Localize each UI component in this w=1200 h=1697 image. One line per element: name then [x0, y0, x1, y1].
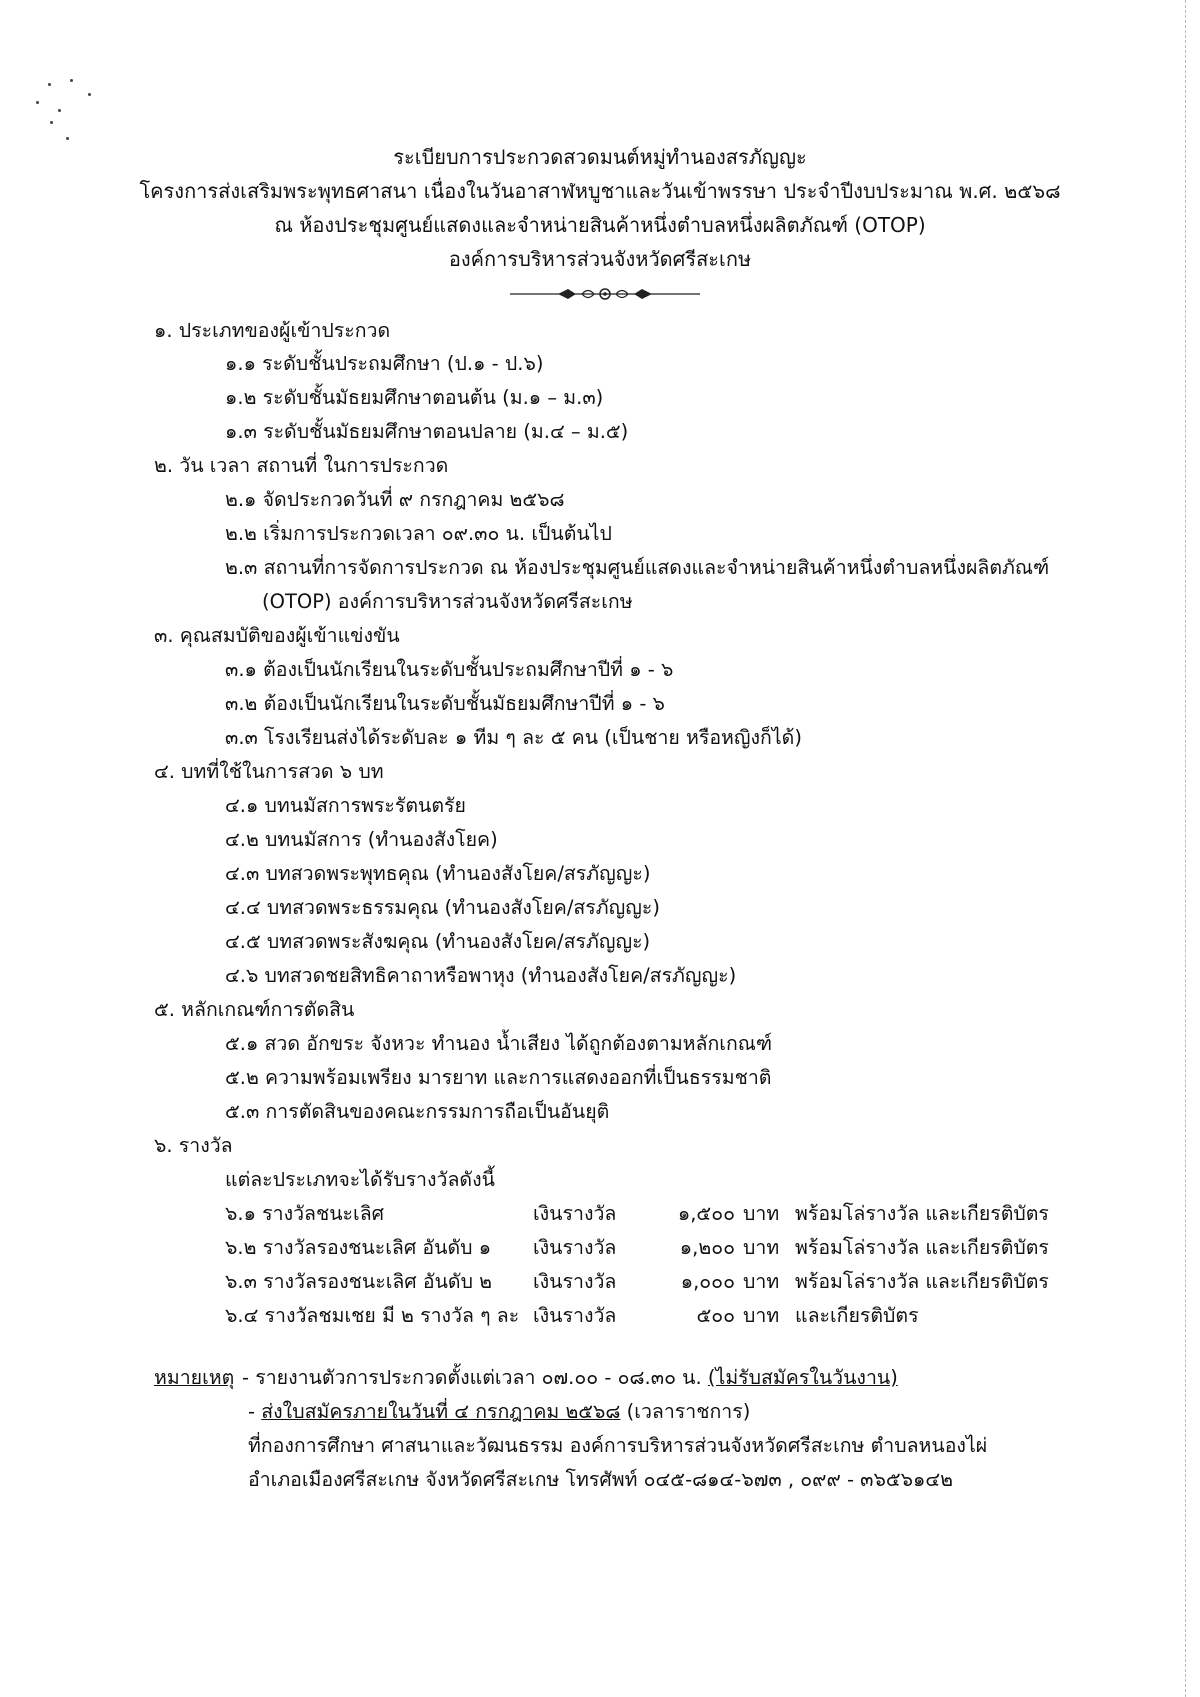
note-line-2-text: (เวลาราชการ): [620, 1400, 751, 1423]
section-1-item-1: ๑.๑ ระดับชั้นประถมศึกษา (ป.๑ - ป.๖): [225, 352, 544, 375]
section-2-item-3: ๒.๓ สถานที่การจัดการประกวด ณ ห้องประชุมศูนย์แสดงและจำหน่ายสินค้าหนึ่งตำบลหนึ่งผลิตภัณฑ์: [225, 556, 1050, 579]
section-3-item-3: ๓.๓ โรงเรียนส่งได้ระดับละ ๑ ทีม ๆ ละ ๕ คน (เป็นชาย หรือหญิงก็ได้): [225, 726, 802, 749]
section-2-item-1: ๒.๑ จัดประกวดวันที่ ๙ กรกฎาคม ๒๕๖๘: [225, 488, 565, 511]
prize-amount: ๑,๐๐๐: [680, 1270, 735, 1293]
section-4-item-5: ๔.๕ บทสวดพระสังฆคุณ (ทำนองสังโยค/สรภัญญะ): [225, 930, 651, 953]
note-line-2-underlined: ส่งใบสมัครภายในวันที่ ๔ กรกฎาคม ๒๕๖๘: [261, 1400, 621, 1423]
prize-unit: บาท: [743, 1202, 780, 1225]
note-label: หมายเหตุ: [154, 1366, 235, 1389]
prize-unit: บาท: [743, 1270, 780, 1293]
prize-label: ๖.๓ รางวัลรองชนะเลิศ อันดับ ๒: [225, 1270, 493, 1293]
prize-label: ๖.๔ รางวัลชมเชย มี ๒ รางวัล ๆ ละ: [225, 1304, 520, 1327]
note-line-2-dash: -: [248, 1400, 262, 1423]
prize-extra: และเกียรติบัตร: [795, 1304, 919, 1327]
section-2-heading: ๒. วัน เวลา สถานที่ ในการประกวด: [154, 454, 449, 477]
prize-amount: ๕๐๐: [696, 1304, 735, 1327]
section-5-item-3: ๕.๓ การตัดสินของคณะกรรมการถือเป็นอันยุติ: [225, 1100, 610, 1123]
ornament-divider-icon: [510, 286, 700, 302]
note-line-1-text: - รายงานตัวการประกวดตั้งแต่เวลา ๐๗.๐๐ - ๐๘.๓๐ น.: [242, 1366, 708, 1389]
prize-extra: พร้อมโล่รางวัล และเกียรติบัตร: [795, 1202, 1049, 1225]
section-3-heading: ๓. คุณสมบัติของผู้เข้าแข่งขัน: [154, 624, 400, 647]
section-3-item-2: ๓.๒ ต้องเป็นนักเรียนในระดับชั้นมัธยมศึกษาปีที่ ๑ - ๖: [225, 692, 665, 715]
prize-money-label: เงินรางวัล: [533, 1270, 617, 1293]
section-6-heading: ๖. รางวัล: [154, 1134, 233, 1157]
title-line-2: โครงการส่งเสริมพระพุทธศาสนา เนื่องในวันอาสาฬหบูชาและวันเข้าพรรษา ประจำปีงบประมาณ พ.ศ. ๒๕๖๘: [139, 179, 1061, 203]
note-line-4: อำเภอเมืองศรีสะเกษ จังหวัดศรีสะเกษ โทรศัพท์ ๐๔๕-๘๑๔-๖๗๓ , ๐๙๙ - ๓๖๕๖๑๔๒: [248, 1468, 954, 1491]
prize-money-label: เงินรางวัล: [533, 1304, 617, 1327]
prize-unit: บาท: [743, 1236, 780, 1259]
prize-label: ๖.๒ รางวัลรองชนะเลิศ อันดับ ๑: [225, 1236, 492, 1259]
prize-money-label: เงินรางวัล: [533, 1236, 617, 1259]
section-1-item-2: ๑.๒ ระดับชั้นมัธยมศึกษาตอนต้น (ม.๑ – ม.๓): [225, 386, 604, 409]
section-1-heading: ๑. ประเภทของผู้เข้าประกวด: [154, 319, 391, 342]
prize-extra: พร้อมโล่รางวัล และเกียรติบัตร: [795, 1236, 1049, 1259]
section-4-item-2: ๔.๒ บทนมัสการ (ทำนองสังโยค): [225, 828, 498, 851]
title-line-1: ระเบียบการประกวดสวดมนต์หมู่ทำนองสรภัญญะ: [393, 145, 807, 169]
section-4-item-4: ๔.๔ บทสวดพระธรรมคุณ (ทำนองสังโยค/สรภัญญะ): [225, 896, 660, 919]
section-5-item-1: ๕.๑ สวด อักขระ จังหวะ ทำนอง น้ำเสียง ได้ถูกต้องตามหลักเกณฑ์: [225, 1032, 773, 1055]
section-4-item-6: ๔.๖ บทสวดชยสิทธิคาถาหรือพาหุง (ทำนองสังโยค/สรภัญญะ): [225, 964, 737, 987]
section-4-item-1: ๔.๑ บทนมัสการพระรัตนตรัย: [225, 794, 466, 817]
title-line-4: องค์การบริหารส่วนจังหวัดศรีสะเกษ: [448, 247, 752, 271]
scan-specks: [30, 75, 110, 145]
note-line-1: [242, 1362, 898, 1393]
note-line-3: ที่กองการศึกษา ศาสนาและวัฒนธรรม องค์การบริหารส่วนจังหวัดศรีสะเกษ ตำบลหนองไผ่: [248, 1434, 988, 1457]
prize-amount: ๑,๕๐๐: [677, 1202, 735, 1225]
document-header: [0, 140, 1200, 276]
note-line-1-underlined: (ไม่รับสมัครในวันงาน): [707, 1366, 898, 1389]
prize-amount: ๑,๒๐๐: [679, 1236, 735, 1259]
section-6-intro: แต่ละประเภทจะได้รับรางวัลดังนี้: [225, 1168, 495, 1191]
section-3-item-1: ๓.๑ ต้องเป็นนักเรียนในระดับชั้นประถมศึกษาปีที่ ๑ - ๖: [225, 658, 674, 681]
note-line-2: [248, 1396, 750, 1427]
prize-extra: พร้อมโล่รางวัล และเกียรติบัตร: [795, 1270, 1049, 1293]
section-1-item-3: ๑.๓ ระดับชั้นมัธยมศึกษาตอนปลาย (ม.๔ – ม.๕): [225, 420, 629, 443]
prize-money-label: เงินรางวัล: [533, 1202, 617, 1225]
section-4-item-3: ๔.๓ บทสวดพระพุทธคุณ (ทำนองสังโยค/สรภัญญะ): [225, 862, 651, 885]
prize-label: ๖.๑ รางวัลชนะเลิศ: [225, 1202, 385, 1225]
section-4-heading: ๔. บทที่ใช้ในการสวด ๖ บท: [154, 760, 384, 783]
section-5-item-2: ๕.๒ ความพร้อมเพรียง มารยาท และการแสดงออกที่เป็นธรรมชาติ: [225, 1066, 772, 1089]
section-2-item-3-continuation: (OTOP) องค์การบริหารส่วนจังหวัดศรีสะเกษ: [262, 590, 633, 613]
section-2-item-2: ๒.๒ เริ่มการประกวดเวลา ๐๙.๓๐ น. เป็นต้นไป: [225, 522, 612, 545]
title-line-3: ณ ห้องประชุมศูนย์แสดงและจำหน่ายสินค้าหนึ่งตำบลหนึ่งผลิตภัณฑ์ (OTOP): [274, 213, 926, 237]
section-5-heading: ๕. หลักเกณฑ์การตัดสิน: [154, 998, 355, 1021]
prize-unit: บาท: [743, 1304, 780, 1327]
